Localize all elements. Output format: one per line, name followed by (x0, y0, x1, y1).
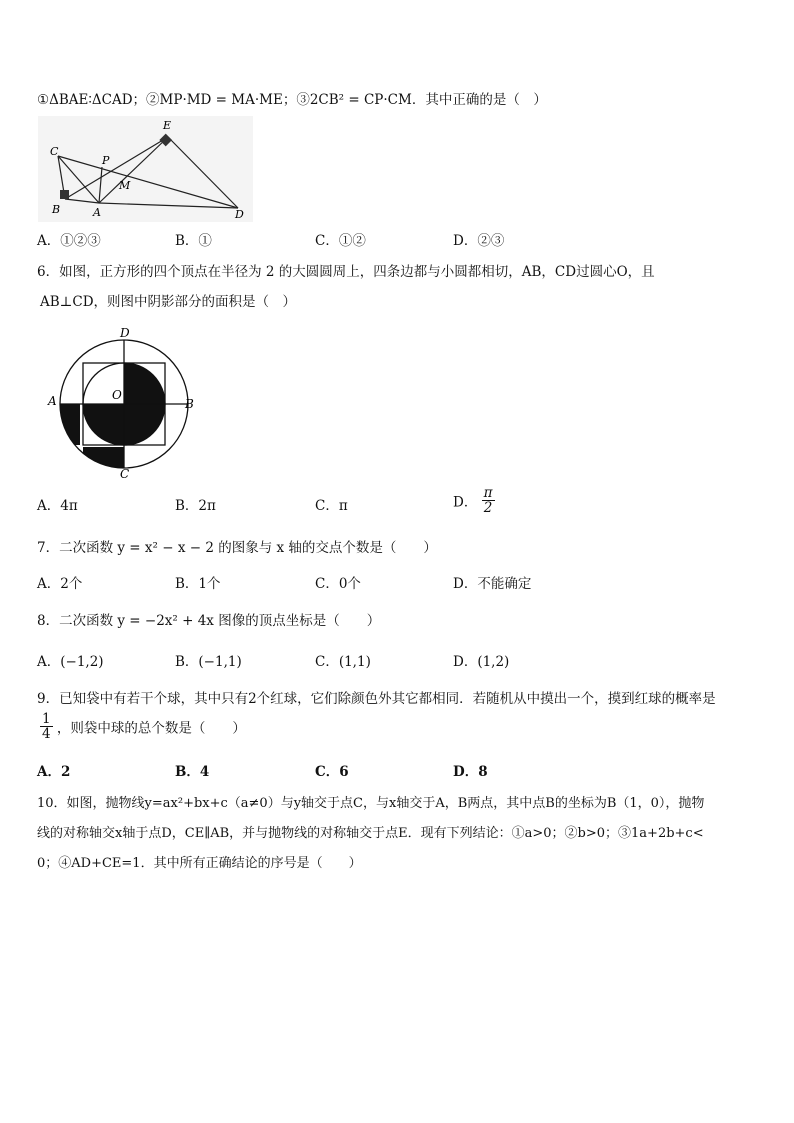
q5-option-d[interactable]: D．②③ (453, 233, 505, 249)
q9-option-a[interactable]: A．2 (37, 764, 71, 780)
label-m: M (119, 179, 131, 192)
q7-option-a[interactable]: A．2个 (37, 576, 83, 592)
label-a: A (48, 394, 57, 408)
q6-option-c[interactable]: C．π (315, 498, 348, 514)
right-angle-b (60, 190, 69, 199)
q9-fraction-numerator: 1 (42, 711, 51, 727)
q7-option-d[interactable]: D．不能确定 (453, 576, 532, 592)
q9-text-line1: 9．已知袋中有若干个球，其中只有2个红球，它们除颜色外其它都相同．若随机从中摸出一个，摸到红球的概率是 (37, 691, 716, 707)
q6-option-a[interactable]: A．4π (37, 498, 78, 514)
q10-text-line1: 10．如图，抛物线y=ax²+bx+c（a≠0）与y轴交于点C，与x轴交于A，B两点，其中点B的坐标为B（1，0），抛物 (37, 796, 705, 811)
q9-option-c[interactable]: C．6 (315, 764, 349, 780)
q7-text: 7．二次函数 y = x² − x − 2 的图象与 x 轴的交点个数是（ ） (37, 540, 437, 556)
q9-fraction-denominator: 4 (42, 726, 51, 742)
q6-circle-figure (44, 322, 214, 482)
q8-option-d[interactable]: D．(1,2) (453, 654, 510, 670)
q5-option-c[interactable]: C．①② (315, 233, 366, 249)
q8-option-c[interactable]: C．(1,1) (315, 654, 371, 670)
shade-left (58, 404, 80, 445)
q7-option-c[interactable]: C．0个 (315, 576, 361, 592)
q8-option-b[interactable]: B．(−1,1) (175, 654, 242, 670)
q10-text-line3: 0；④AD+CE=1．其中所有正确结论的序号是（ ） (37, 856, 362, 871)
label-d: D (120, 326, 130, 340)
q9-text-line2: ，则袋中球的总个数是（ ） (56, 720, 246, 737)
q6-text-line1: 6．如图，正方形的四个顶点在半径为 2 的大圆圆周上，四条边都与小圆都相切，AB，CD过圆心O，且 (37, 264, 655, 280)
q9-fraction-line (40, 712, 246, 741)
q6-option-d-denominator: 2 (483, 500, 493, 516)
q8-option-a[interactable]: A．(−1,2) (37, 654, 104, 670)
q10-text-line2: 线的对称轴交x轴于点D，CE∥AB，并与抛物线的对称轴交于点E．现有下列结论：①a>0；②b>0；③1a+2b+c< (37, 826, 704, 841)
label-b: B (52, 203, 61, 216)
q8-text: 8．二次函数 y = −2x² + 4x 图像的顶点坐标是（ ） (37, 613, 381, 629)
q5-triangle-figure (38, 116, 253, 222)
label-d: D (235, 208, 244, 221)
q9-option-b[interactable]: B．4 (175, 764, 210, 780)
q6-option-b[interactable]: B．2π (175, 498, 216, 514)
q6-option-d-numerator: π (483, 485, 493, 501)
label-o: O (112, 388, 122, 402)
label-b: B (185, 397, 194, 411)
q6-text-line2: AB⊥CD，则图中阴影部分的面积是（ ） (40, 294, 297, 310)
q6-option-d[interactable]: D． $\frac{\pi}{2}$ (453, 485, 493, 516)
label-e: E (163, 119, 172, 132)
q5-option-a[interactable]: A．①②③ (37, 233, 101, 249)
q5-statements: ①ΔBAE∶ΔCAD；②MP·MD = MA·ME；③2CB² = CP·CM．其中正确的是（ ） (37, 92, 547, 108)
label-c: C (50, 145, 59, 158)
label-c: C (120, 467, 130, 481)
q7-option-b[interactable]: B．1个 (175, 576, 221, 592)
label-a: A (93, 206, 101, 219)
q9-option-d[interactable]: D．8 (453, 764, 488, 780)
q5-option-b[interactable]: B．① (175, 233, 212, 249)
label-p: P (102, 154, 110, 167)
